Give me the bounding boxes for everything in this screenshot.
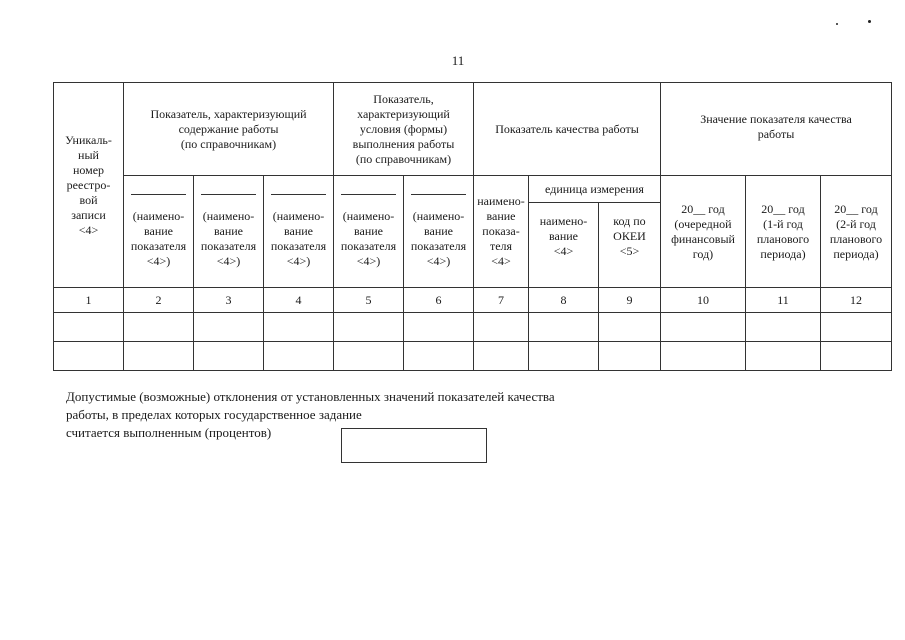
table-cell[interactable]	[194, 313, 264, 342]
unit-subheaders	[529, 203, 660, 287]
tolerance-line-1: Допустимые (возможные) отклонения от установленных значений показателей качества	[66, 389, 555, 404]
blank-line	[341, 194, 396, 195]
table-cell[interactable]	[661, 342, 746, 371]
table-cell[interactable]	[821, 313, 892, 342]
table-cell[interactable]	[746, 313, 821, 342]
table-cell[interactable]	[264, 313, 334, 342]
table-cell[interactable]	[124, 342, 194, 371]
column-number: 8	[529, 288, 599, 313]
work-quality-table	[53, 82, 892, 371]
table-row	[54, 342, 892, 371]
content-indicator-2-header: (наимено- вание показателя <4>)	[194, 176, 264, 288]
table-cell[interactable]	[661, 313, 746, 342]
table-cell[interactable]	[404, 313, 474, 342]
table-cell[interactable]	[746, 342, 821, 371]
column-number: 7	[474, 288, 529, 313]
quality-value-group-header: Значение показателя качества работы	[661, 83, 892, 176]
table-cell[interactable]	[334, 342, 404, 371]
table-cell[interactable]	[54, 342, 124, 371]
table-row	[54, 313, 892, 342]
year-plan1-header: 20__ год (1-й год планового периода)	[746, 176, 821, 288]
tolerance-line-3: считается выполненным (процентов)	[66, 425, 272, 440]
table-cell[interactable]	[599, 313, 661, 342]
table-cell[interactable]	[474, 342, 529, 371]
conditions-indicator-2-header: (наимено- вание показателя <4>)	[404, 176, 474, 288]
tolerance-line-2: работы, в пределах которых государственное задание	[66, 407, 362, 422]
column-number: 9	[599, 288, 661, 313]
table-cell[interactable]	[529, 313, 599, 342]
blank-line	[411, 194, 466, 195]
table-cell[interactable]	[334, 313, 404, 342]
tolerance-percent-field[interactable]	[341, 428, 487, 463]
unit-of-measure-label: единица измерения	[529, 176, 660, 203]
year-current-header: 20__ год (очередной финансовый год)	[661, 176, 746, 288]
column-number: 11	[746, 288, 821, 313]
content-indicator-1-header: (наимено- вание показателя <4>)	[124, 176, 194, 288]
scan-speck	[868, 20, 871, 23]
conditions-indicator-1-header: (наимено- вание показателя <4>)	[334, 176, 404, 288]
page-number: 11	[451, 53, 465, 68]
blank-line	[131, 194, 186, 195]
unit-name-header: наимено- вание <4>	[529, 203, 599, 287]
table-cell[interactable]	[821, 342, 892, 371]
quality-indicator-group-header: Показатель качества работы	[474, 83, 661, 176]
blank-line	[201, 194, 256, 195]
unit-of-measure-header	[529, 176, 661, 288]
table-cell[interactable]	[529, 342, 599, 371]
table-cell[interactable]	[124, 313, 194, 342]
column-number: 3	[194, 288, 264, 313]
conditions-indicator-group-header: Показатель, характеризующий условия (формы) выполнения работы (по справочникам)	[334, 83, 474, 176]
table-cell[interactable]	[54, 313, 124, 342]
content-indicator-group-header: Показатель, характеризующий содержание работы (по справочникам)	[124, 83, 334, 176]
column-number: 12	[821, 288, 892, 313]
quality-indicator-name-header: наимено- вание показа- теля <4>	[474, 176, 529, 288]
column-number: 4	[264, 288, 334, 313]
blank-line	[271, 194, 326, 195]
year-plan2-header: 20__ год (2-й год планового периода)	[821, 176, 892, 288]
unique-record-number-header: Уникаль- ный номер реестро- вой записи <4>	[54, 83, 124, 288]
column-number: 6	[404, 288, 474, 313]
table-cell[interactable]	[194, 342, 264, 371]
column-number: 2	[124, 288, 194, 313]
column-number: 10	[661, 288, 746, 313]
table-cell[interactable]	[474, 313, 529, 342]
table-cell[interactable]	[599, 342, 661, 371]
column-number: 1	[54, 288, 124, 313]
column-number: 5	[334, 288, 404, 313]
table-cell[interactable]	[404, 342, 474, 371]
content-indicator-3-header: (наимено- вание показателя <4>)	[264, 176, 334, 288]
okei-code-header: код по ОКЕИ <5>	[613, 213, 646, 258]
column-number-row	[54, 288, 892, 313]
table-cell[interactable]	[264, 342, 334, 371]
scan-speck	[836, 23, 838, 25]
